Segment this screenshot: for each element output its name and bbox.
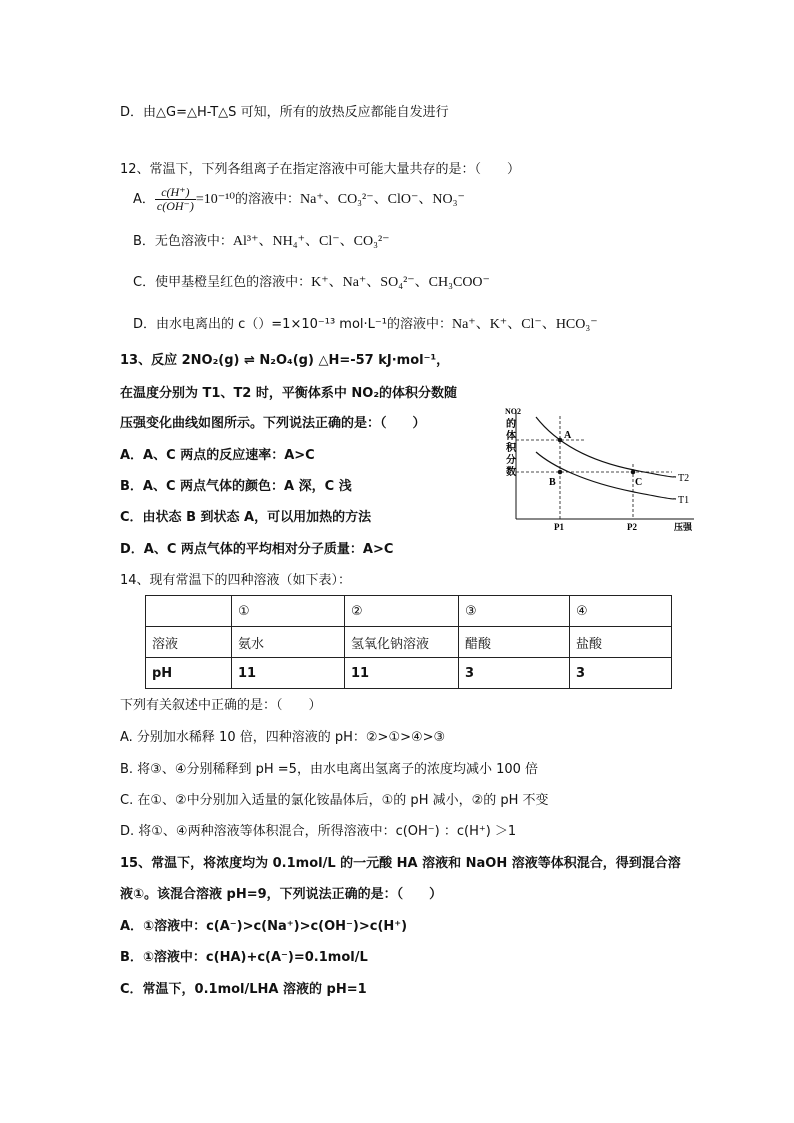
q12-option-a: [133, 186, 465, 214]
table-row: [146, 627, 672, 658]
point-c: [631, 470, 636, 475]
table-cell: 11: [345, 658, 459, 689]
p2-label: P2: [627, 522, 637, 532]
q15-option-a: A．①溶液中：c(A⁻)>c(Na⁺)>c(OH⁻)>c(H⁺): [120, 919, 408, 934]
q13-option-d: D．A、C 两点气体的平均相对分子质量：A>C: [120, 542, 394, 557]
q12-option-b: [133, 232, 390, 252]
table-cell: ③: [459, 596, 570, 627]
table-cell: pH: [146, 658, 232, 689]
table-row: [146, 596, 672, 627]
q12-option-d: [133, 315, 598, 335]
q15-stem-2: 液①。该混合溶液 pH=9，下列说法正确的是：（ ）: [120, 887, 443, 902]
table-cell: [146, 596, 232, 627]
no2-pressure-graph: [494, 402, 724, 534]
table-cell: ④: [570, 596, 672, 627]
table-cell: 11: [232, 658, 345, 689]
table-cell: 3: [570, 658, 672, 689]
q12-d-text: D．由水电离出的 c（）=1×10⁻¹³ mol·L⁻¹的溶液中：: [133, 317, 452, 332]
t2-label: T2: [678, 473, 690, 484]
q12-a-tail: 的溶液中：: [235, 192, 301, 207]
q13-stem-2: 在温度分别为 T1、T2 时，平衡体系中 NO₂的体积分数随: [120, 386, 458, 401]
q12-a-frac-num: c(H⁺): [155, 186, 196, 200]
point-b: [558, 470, 563, 475]
table-cell: ①: [232, 596, 345, 627]
point-c-label: C: [635, 477, 643, 488]
q14-option-d: D. 将①、④两种溶液等体积混合，所得溶液中：c(OH⁻) ：c(H⁺) ＞1: [120, 824, 517, 839]
q14-option-b: B. 将③、④分别稀释到 pH =5，由水电离出氢离子的浓度均减小 100 倍: [120, 762, 539, 777]
q13-stem-3: 压强变化曲线如图所示。下列说法正确的是：（ ）: [120, 416, 426, 431]
point-a: [558, 438, 563, 443]
point-a-label: A: [564, 430, 572, 441]
q13-option-b: B．A、C 两点气体的颜色：A 深，C 浅: [120, 479, 352, 494]
q12-c-text: C．使甲基橙呈红色的溶液中：: [133, 275, 312, 290]
y-axis-label-char-5: 数: [506, 467, 516, 478]
q14-option-c: C. 在①、②中分别加入适量的氯化铵晶体后，①的 pH 减小，②的 pH 不变: [120, 793, 549, 808]
t1-label: T1: [678, 495, 690, 506]
q12-a-prefix: A．: [133, 192, 155, 207]
q12-option-c: [133, 273, 490, 293]
q14-table: [145, 595, 672, 689]
q12-a-fraction: [155, 186, 196, 213]
table-cell: 3: [459, 658, 570, 689]
y-axis-label-char-3: 积: [506, 443, 516, 454]
q12-a-ions: Na⁺、CO₃²⁻、ClO⁻、NO₃⁻: [300, 192, 465, 207]
table-cell: 氨水: [232, 627, 345, 658]
q13-stem-1: 13、反应 2NO₂(g) ⇌ N₂O₄(g) △H=-57 kJ·mol⁻¹，: [120, 353, 450, 368]
q12-b-ions: Al³⁺、NH₄⁺、Cl⁻、CO₃²⁻: [232, 234, 390, 249]
q12-a-frac-den: c(OH⁻): [156, 199, 194, 213]
p1-label: P1: [554, 522, 564, 532]
y-axis-label-top: NO2: [505, 407, 521, 416]
q14-stem: 14、现有常温下的四种溶液（如下表）：: [120, 573, 352, 588]
table-cell: 氢氧化钠溶液: [345, 627, 459, 658]
q12-b-text: B．无色溶液中：: [133, 234, 233, 249]
table-cell: 盐酸: [570, 627, 672, 658]
q13-option-a: A．A、C 两点的反应速率：A>C: [120, 448, 315, 463]
q12-c-ions: K⁺、Na⁺、SO₄²⁻、CH₃COO⁻: [311, 275, 490, 290]
table-cell: ②: [345, 596, 459, 627]
table-cell: 溶液: [146, 627, 232, 658]
y-axis-label-char-2: 体: [506, 431, 516, 442]
point-b-label: B: [549, 477, 556, 488]
q12-d-ions: Na⁺、K⁺、Cl⁻、HCO₃⁻: [451, 317, 598, 332]
q12-a-eq: =10⁻¹⁰: [195, 192, 235, 207]
y-axis-label-char-4: 分: [506, 455, 516, 466]
q14-prompt: 下列有关叙述中正确的是：（ ）: [120, 698, 322, 713]
y-axis-label-char-1: 的: [506, 419, 516, 430]
q15-option-c: C．常温下，0.1mol/LHA 溶液的 pH=1: [120, 982, 367, 997]
q13-option-c: C．由状态 B 到状态 A，可以用加热的方法: [120, 510, 372, 525]
q12-stem: 12、常温下，下列各组离子在指定溶液中可能大量共存的是：（ ）: [120, 162, 521, 177]
q11-option-d: D．由△G=△H-T△S 可知，所有的放热反应都能自发进行: [120, 105, 449, 120]
q14-option-a: A. 分别加水稀释 10 倍，四种溶液的 pH：②>①>④>③: [120, 730, 446, 745]
table-row: [146, 658, 672, 689]
curve-t2: [536, 417, 676, 477]
x-axis-label: 压强: [674, 522, 693, 532]
curve-t1: [536, 452, 676, 499]
q15-stem-1: 15、常温下，将浓度均为 0.1mol/L 的一元酸 HA 溶液和 NaOH 溶液等体积混合，得到混合溶: [120, 856, 681, 871]
q15-option-b: B．①溶液中：c(HA)+c(A⁻)=0.1mol/L: [120, 950, 368, 965]
table-cell: 醋酸: [459, 627, 570, 658]
